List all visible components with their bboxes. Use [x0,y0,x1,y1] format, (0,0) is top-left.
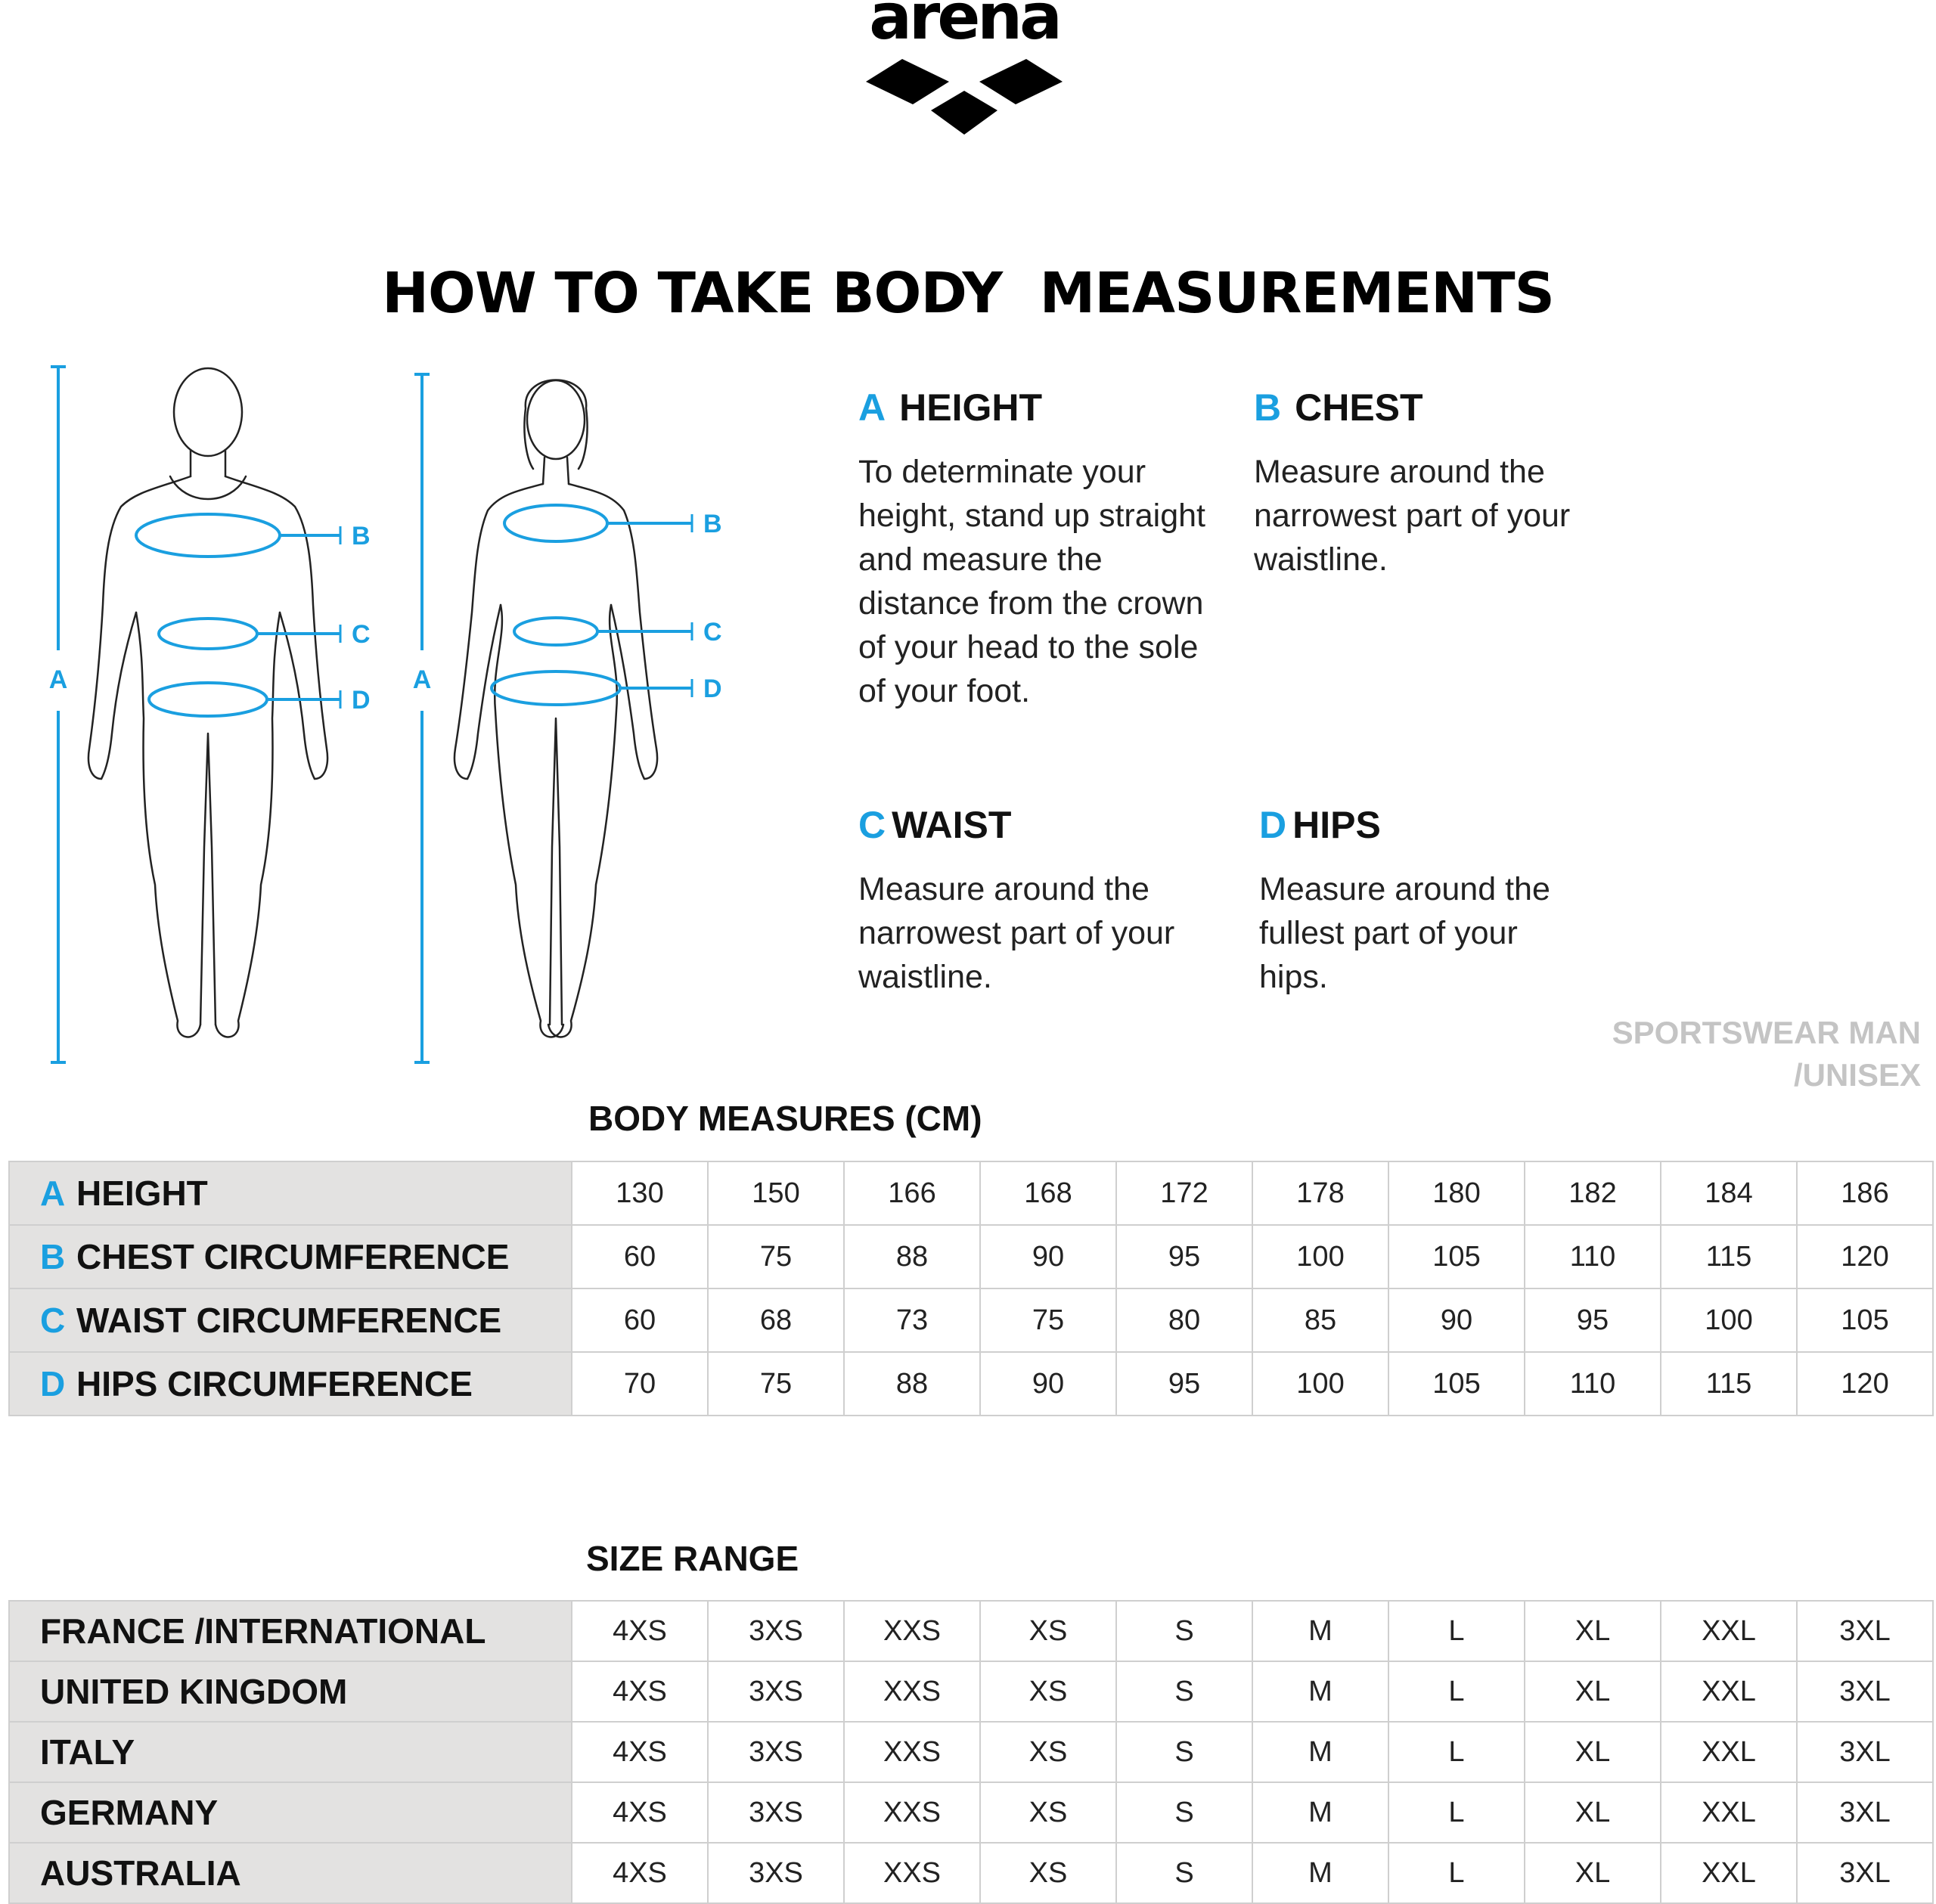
table-row [9,1722,1933,1782]
table-cell: XL [1525,1843,1661,1903]
category-label [1588,1012,1921,1096]
arena-logo [866,0,1063,136]
table-cell: L [1388,1782,1525,1843]
hips-letter: D [1259,804,1287,846]
table-cell: L [1388,1722,1525,1782]
table-cell: 105 [1388,1352,1525,1416]
table-cell: 168 [980,1161,1116,1225]
table-cell: 90 [1388,1288,1525,1352]
height-instructions: To determinate your height, stand up straight and measure the distance from the crown of your head to the sole of your foot. [858,454,1205,709]
table-cell: XS [980,1601,1116,1661]
table-cell: 150 [708,1161,844,1225]
table-cell: 3XL [1797,1722,1933,1782]
row-label-text: HIPS CIRCUMFERENCE [76,1364,473,1403]
chest-instructions: Measure around the narrowest part of your waistline. [1254,454,1571,578]
waist-title: WAIST [892,804,1012,846]
table-cell: 75 [980,1288,1116,1352]
table-cell: XL [1525,1722,1661,1782]
waist-heading [858,803,1011,847]
row-label [9,1288,572,1352]
table-cell: 105 [1388,1225,1525,1288]
woman-waist-label: C [703,618,722,647]
table-cell: 186 [1797,1161,1933,1225]
table-cell: XS [980,1722,1116,1782]
hips-heading [1259,803,1381,847]
table-cell: 115 [1661,1225,1797,1288]
table-cell: 166 [844,1161,980,1225]
table-cell: XXS [844,1661,980,1722]
table-cell: XL [1525,1601,1661,1661]
table-row [9,1661,1933,1722]
table-cell: 172 [1116,1161,1252,1225]
row-letter: D [40,1364,66,1403]
table-cell: 100 [1252,1225,1388,1288]
table-cell: XL [1525,1661,1661,1722]
row-label [9,1352,572,1416]
table-cell: M [1252,1601,1388,1661]
height-title: HEIGHT [899,386,1043,429]
table-cell: 4XS [572,1843,708,1903]
table-cell: 100 [1252,1352,1388,1416]
man-chest-label: B [352,522,371,550]
woman-chest-label: B [703,510,722,538]
table-cell: 115 [1661,1352,1797,1416]
body-figures-diagram [23,355,734,1074]
body-measures-table [8,1161,1934,1416]
table-cell: M [1252,1661,1388,1722]
table-cell: 70 [572,1352,708,1416]
category-line-1: SPORTSWEAR MAN [1612,1015,1921,1050]
chest-title: CHEST [1295,386,1423,429]
row-label: ITALY [9,1722,572,1782]
row-label [9,1161,572,1225]
table-cell: 4XS [572,1722,708,1782]
table-cell: M [1252,1722,1388,1782]
table-cell: 68 [708,1288,844,1352]
row-letter: B [40,1237,66,1276]
table-cell: XXL [1661,1722,1797,1782]
table-cell: 88 [844,1352,980,1416]
table-cell: S [1116,1782,1252,1843]
row-label: AUSTRALIA [9,1843,572,1903]
table-cell: 95 [1116,1352,1252,1416]
table-cell: 75 [708,1225,844,1288]
table-cell: XS [980,1661,1116,1722]
table-cell: 3XS [708,1722,844,1782]
table-cell: 3XS [708,1661,844,1722]
table-cell: XXS [844,1782,980,1843]
table-cell: 110 [1525,1225,1661,1288]
size-range-title: SIZE RANGE [586,1539,799,1578]
chest-heading [1254,386,1423,429]
row-label: GERMANY [9,1782,572,1843]
table-cell: 95 [1525,1288,1661,1352]
row-label: UNITED KINGDOM [9,1661,572,1722]
row-label-text: HEIGHT [76,1174,208,1213]
table-cell: 178 [1252,1161,1388,1225]
table-cell: 180 [1388,1161,1525,1225]
table-cell: XXS [844,1722,980,1782]
table-cell: 80 [1116,1288,1252,1352]
table-cell: XXS [844,1601,980,1661]
table-cell: 90 [980,1225,1116,1288]
table-cell: 3XL [1797,1843,1933,1903]
row-letter: A [40,1174,66,1213]
table-row [9,1161,1933,1225]
table-cell: 120 [1797,1352,1933,1416]
category-line-2: /UNISEX [1793,1057,1921,1093]
table-cell: 130 [572,1161,708,1225]
table-cell: XXS [844,1843,980,1903]
table-cell: XXL [1661,1601,1797,1661]
table-cell: XXL [1661,1782,1797,1843]
table-row [9,1843,1933,1903]
chest-letter: B [1254,386,1282,429]
table-cell: 4XS [572,1782,708,1843]
table-row [9,1601,1933,1661]
table-cell: 3XS [708,1843,844,1903]
woman-hips-label: D [703,674,722,703]
page-title: HOW TO TAKE BODY MEASUREMENTS [382,261,1554,326]
table-cell: 3XL [1797,1782,1933,1843]
table-cell: 184 [1661,1161,1797,1225]
row-letter: C [40,1301,66,1340]
table-row [9,1225,1933,1288]
man-hips-label: D [352,686,371,715]
table-cell: XXL [1661,1843,1797,1903]
table-cell: XS [980,1843,1116,1903]
table-cell: L [1388,1661,1525,1722]
table-cell: 88 [844,1225,980,1288]
man-figure [88,368,327,1037]
table-cell: XXL [1661,1661,1797,1722]
table-cell: S [1116,1843,1252,1903]
table-cell: 3XS [708,1782,844,1843]
table-cell: XS [980,1782,1116,1843]
table-cell: 110 [1525,1352,1661,1416]
table-cell: M [1252,1782,1388,1843]
waist-letter: C [858,804,886,846]
hips-instructions: Measure around the fullest part of your hips. [1259,871,1550,995]
table-row [9,1782,1933,1843]
body-measures-title: BODY MEASURES (CM) [588,1099,982,1138]
row-label-text: WAIST CIRCUMFERENCE [76,1301,502,1340]
table-cell: 95 [1116,1225,1252,1288]
table-cell: 3XL [1797,1601,1933,1661]
table-cell: M [1252,1843,1388,1903]
logo-wordmark: arena [869,0,1060,54]
size-range-table [8,1600,1934,1904]
table-cell: 4XS [572,1661,708,1722]
table-cell: S [1116,1722,1252,1782]
height-letter: A [858,386,886,429]
table-cell: L [1388,1601,1525,1661]
table-cell: L [1388,1843,1525,1903]
table-cell: 100 [1661,1288,1797,1352]
table-cell: 3XS [708,1601,844,1661]
diamond-logo-icon [866,59,1063,138]
row-label: FRANCE /INTERNATIONAL [9,1601,572,1661]
woman-figure [455,380,657,1037]
table-cell: 75 [708,1352,844,1416]
table-cell: 90 [980,1352,1116,1416]
table-cell: 3XL [1797,1661,1933,1722]
waist-instructions: Measure around the narrowest part of your waistline. [858,871,1175,995]
table-cell: 60 [572,1288,708,1352]
table-cell: 60 [572,1225,708,1288]
hips-title: HIPS [1292,804,1381,846]
row-label-text: CHEST CIRCUMFERENCE [76,1237,510,1276]
table-cell: S [1116,1601,1252,1661]
table-cell: S [1116,1661,1252,1722]
man-waist-label: C [352,620,371,649]
table-cell: 73 [844,1288,980,1352]
table-cell: XL [1525,1782,1661,1843]
table-cell: 105 [1797,1288,1933,1352]
table-cell: 120 [1797,1225,1933,1288]
height-heading [858,386,1042,429]
table-row [9,1288,1933,1352]
table-cell: 85 [1252,1288,1388,1352]
woman-height-label: A [412,665,432,694]
man-height-label: A [48,665,68,694]
row-label [9,1225,572,1288]
table-cell: 4XS [572,1601,708,1661]
table-cell: 182 [1525,1161,1661,1225]
table-row [9,1352,1933,1416]
